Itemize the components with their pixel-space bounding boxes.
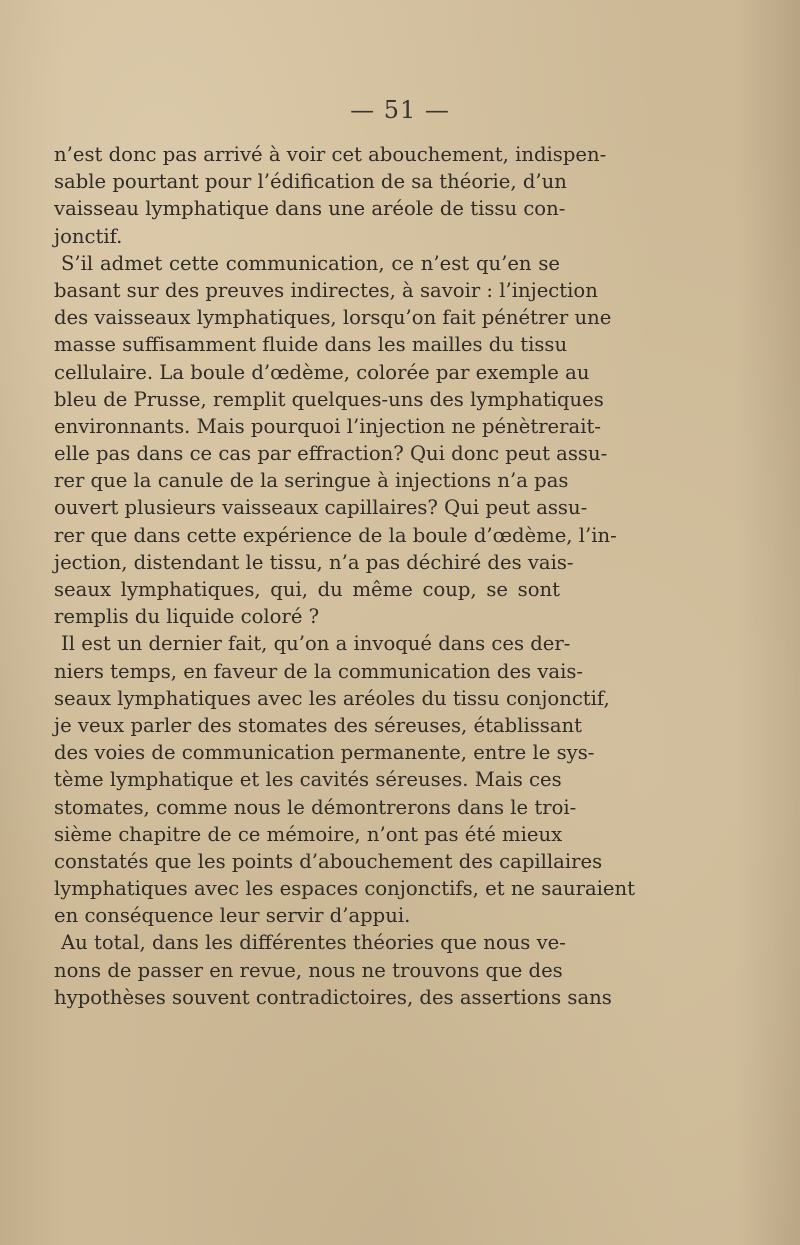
- text-line: des voies de communication permanente, entre le sys-: [54, 741, 595, 765]
- text-line: Il est un dernier fait, qu’on a invoqué dans ces der-: [61, 632, 571, 656]
- text-line: remplis du liquide coloré ?: [54, 605, 320, 629]
- text-line: seaux lymphatiques avec les aréoles du tissu conjonctif,: [54, 686, 610, 710]
- text-line: nons de passer en revue, nous ne trouvons que des: [54, 958, 563, 982]
- body-text: [54, 141, 636, 1011]
- text-line: des vaisseaux lymphatiques, lorsqu’on fait pénétrer une: [54, 306, 612, 330]
- text-line: constatés que les points d’abouchement des capillaires: [54, 849, 603, 873]
- text-line: vaisseau lymphatique dans une aréole de tissu con-: [54, 197, 566, 221]
- text-line: en conséquence leur servir d’appui.: [54, 904, 411, 928]
- text-line: bleu de Prusse, remplit quelques-uns des lymphatiques: [54, 387, 604, 411]
- text-line: hypothèses souvent contradictoires, des assertions sans: [54, 985, 612, 1009]
- text-line: lymphatiques avec les espaces conjonctifs, et ne sauraient: [54, 877, 636, 901]
- text-line: rer que dans cette expérience de la boule d’œdème, l’in-: [54, 523, 617, 547]
- text-line: ouvert plusieurs vaisseaux capillaires? Qui peut assu-: [54, 496, 588, 520]
- text-line: je veux parler des stomates des séreuses, établissant: [54, 713, 582, 737]
- text-line: masse suffisamment fluide dans les mailles du tissu: [54, 333, 568, 357]
- text-line: tème lymphatique et les cavités séreuses. Mais ces: [54, 768, 562, 792]
- page-number: — 51 —: [350, 96, 450, 124]
- text-line: environnants. Mais pourquoi l’injection ne pénètrerait-: [54, 414, 601, 438]
- text-line: cellulaire. La boule d’œdème, colorée par exemple au: [54, 360, 590, 384]
- text-line: basant sur des preuves indirectes, à savoir : l’injection: [54, 278, 598, 302]
- text-line: niers temps, en faveur de la communication des vais-: [54, 659, 584, 683]
- text-line: jection, distendant le tissu, n’a pas déchiré des vais-: [54, 550, 574, 574]
- text-line: seaux lymphatiques, qui, du même coup, se sont: [54, 578, 560, 601]
- text-line: jonctif.: [54, 224, 123, 248]
- text-line: sable pourtant pour l’édification de sa théorie, d’un: [54, 170, 567, 194]
- text-line: S’il admet cette communication, ce n’est qu’en se: [61, 251, 560, 275]
- text-line: n’est donc pas arrivé à voir cet abouchement, indispen-: [54, 143, 607, 166]
- text-line: rer que la canule de la seringue à injections n’a pas: [54, 469, 569, 493]
- text-line: Au total, dans les différentes théories que nous ve-: [61, 931, 566, 955]
- text-line: elle pas dans ce cas par effraction? Qui donc peut assu-: [54, 442, 608, 466]
- text-line: stomates, comme nous le démontrerons dans le troi-: [54, 795, 577, 819]
- text-line: sième chapitre de ce mémoire, n’ont pas été mieux: [54, 822, 563, 846]
